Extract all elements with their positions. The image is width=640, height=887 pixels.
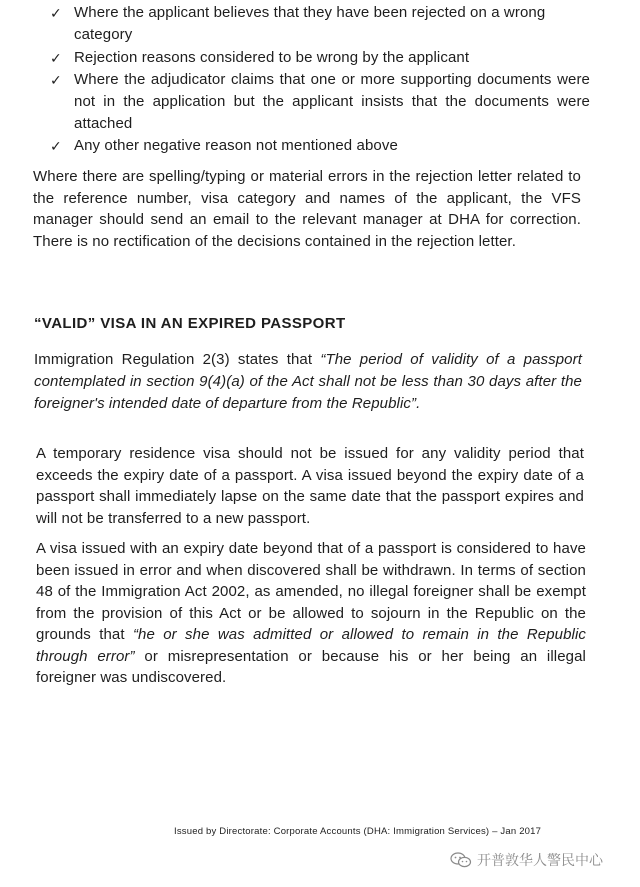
list-item-text: Any other negative reason not mentioned above xyxy=(74,137,398,154)
paragraph-temporary-visa: A temporary residence visa should not be issued for any validity period that exceeds the expiry date of a passport. A visa issued beyond the expiry date of a passport shall immediately lapse on the same date that the passport expires and will not be transferred to a new passport. xyxy=(36,445,584,527)
list-item xyxy=(50,69,590,135)
list-item xyxy=(50,135,590,157)
list-item-text: Where the applicant believes that they have been rejected on a wrong category xyxy=(74,4,546,43)
list-item-text: Where the adjudicator claims that one or more supporting documents were not in the application but the applicant insists that the documents were attached xyxy=(74,71,590,132)
regulation-quote: “The period of validity of a passport contemplated in section 9(4)(a) of the Act shall not be less than 30 days after the foreigner's intended date of departure from the Republic”. xyxy=(34,351,582,412)
error-part1: A visa issued with an expiry date beyond that of a passport is considered to have been issued in error and when discovered shall be withdrawn. In terms of section 48 of the Immigration Act 2002, as amended, no illegal foreigner shall be exempt from the provision of this Act or be allowed to sojourn in the Republic on the grounds that xyxy=(36,540,586,643)
error-quote: “he or she was admitted or allowed to remain in the Republic through error” xyxy=(36,626,586,665)
list-item xyxy=(50,47,590,69)
list-item xyxy=(50,2,590,46)
error-part2: or misrepresentation or because his or her being an illegal foreigner was undiscovered. xyxy=(36,647,586,686)
check-mark-icon: ✓ xyxy=(50,138,62,154)
check-mark-icon: ✓ xyxy=(50,5,62,21)
watermark xyxy=(450,850,603,870)
wechat-icon xyxy=(450,852,472,868)
check-mark-icon: ✓ xyxy=(50,50,62,66)
section-heading: “VALID” VISA IN AN EXPIRED PASSPORT xyxy=(34,315,346,332)
regulation-lead: Immigration Regulation 2(3) states that xyxy=(34,351,321,368)
check-mark-icon: ✓ xyxy=(50,72,62,88)
watermark-text: 开普敦华人警民中心 xyxy=(477,852,603,868)
paragraph-issued-in-error xyxy=(36,538,586,689)
footer: Issued by Directorate: Corporate Accounts (DHA: Immigration Services) – Jan 2017 xyxy=(174,826,542,837)
paragraph-spelling-errors: Where there are spelling/typing or material errors in the rejection letter related to the reference number, visa category and names of the applicant, the VFS manager should send an email to the relevant manager at DHA for correction. There is no rectification of the decisions contained in the rejection letter. xyxy=(33,168,581,250)
rejection-checklist xyxy=(50,2,590,157)
list-item-text: Rejection reasons considered to be wrong by the applicant xyxy=(74,49,470,66)
paragraph-regulation xyxy=(34,349,582,415)
